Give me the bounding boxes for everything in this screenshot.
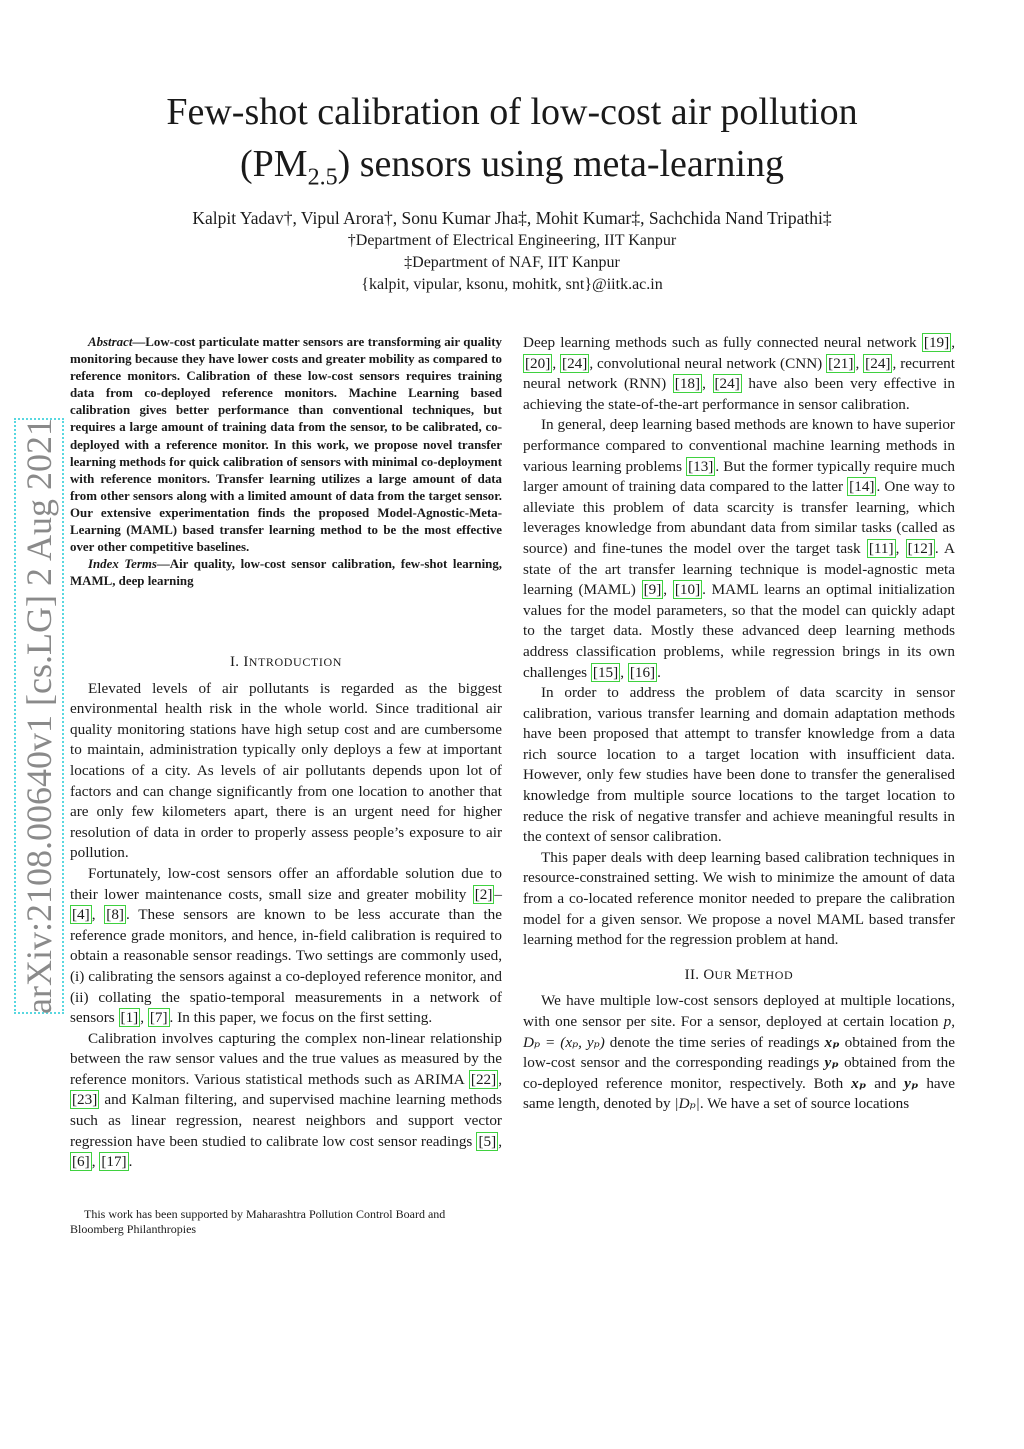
citation-link[interactable]: [1] xyxy=(120,1009,139,1027)
left-column xyxy=(70,640,502,1173)
title-line-2 xyxy=(80,138,944,204)
author-list: Kalpit Yadav†, Vipul Arora†, Sonu Kumar Jha‡, Mohit Kumar‡, Sachchida Nand Tripathi‡ xyxy=(192,208,832,228)
citation-link[interactable]: [19] xyxy=(923,334,950,351)
intro-paragraph-2: Fortunately, low-cost sensors offer an affordable solution due to their lower maintenance costs, small size and greater mobility [2] –[4] , [8] . These sensors are known to be less accurate than the reference grade monitors, and hence, in-field calibration is required to obtain a reasonable sensor readings. Two settings are commonly used, (i) calibrating the sensors against a co-deployed reference monitor, and (ii) collating the spatio-temporal measurements in a network of sensors [1] , [7] . In this paper, we focus on the first setting. xyxy=(70,864,503,1027)
affiliation-naf: ‡Department of NAF, IIT Kanpur xyxy=(404,254,620,271)
index-terms-label: Index Terms xyxy=(88,557,157,572)
paper-title xyxy=(80,86,944,204)
citation-link[interactable]: [9] xyxy=(643,581,662,599)
citation-link[interactable]: [18] xyxy=(674,375,701,393)
title-subscript: 2.5 xyxy=(307,164,338,191)
right-paragraph-1: Deep learning methods such as fully connected neural network [19] , [20] , [24] , convolutional neural network (CNN) [21] , [24] , recurrent neural network (RNN) [18] , [24] have also been very effective in achieving the state-of-the-art performance in sensor calibration. xyxy=(523,334,955,413)
right-paragraph-2: In general, deep learning based methods are known to have superior performance compared to conventional machine learning methods in various learning problems [13] . But the former typically require much larger amount of training data compared to the latter [14] . One way to alleviate this problem of data scarcity is transfer learning, which leverages knowledge from abundant data from similar tasks (called as source) and fine-tunes the model over the target task [11] , [12] . A state of the art transfer learning technique is model-agnostic meta learning (MAML) [9] , [10] . MAML learns an optimal initialization values for the model parameters, so that the model can quickly adapt to the target data. Mostly these advanced deep learning methods address classification problems, while regression brings in its own challenges [15] , [16] . xyxy=(523,416,956,681)
citation-link[interactable]: [20] xyxy=(525,354,551,372)
citation-link[interactable]: [24] xyxy=(865,354,891,372)
citation-link[interactable]: [16] xyxy=(629,663,656,681)
abstract xyxy=(70,334,502,590)
abstract-label: Abstract xyxy=(88,335,133,349)
author-emails: {kalpit, vipular, ksonu, mohitk, snt}@iitk.ac.in xyxy=(361,276,663,293)
index-terms-text: —Air quality, low-cost sensor calibration, few-shot learning, MAML, deep learning xyxy=(70,557,502,589)
method-paragraph-1: We have multiple low-cost sensors deployed at multiple locations, with one sensor per site. For a sensor, deployed at certain location p, Dₚ = (xₚ, yₚ) denote the time series of readings xₚ obtained from the low-cost sensor and the corresponding readings yₚ obtained from the co-deployed reference monitor, respectively. Both xₚ and yₚ have same length, denoted by |Dₚ|. We have a set of source locations xyxy=(523,992,955,1113)
citation-link[interactable]: [7] xyxy=(149,1009,168,1027)
title-pm: (PM xyxy=(240,143,308,185)
citation-link[interactable]: [6] xyxy=(72,1153,90,1171)
title-rest: ) sensors using meta-learning xyxy=(337,143,784,185)
citation-link[interactable]: [2] xyxy=(474,885,493,903)
citation-link[interactable]: [11] xyxy=(868,539,894,557)
title-line-1: Few-shot calibration of low-cost air pollution xyxy=(166,91,858,133)
arxiv-stamp: arXiv:2108.00640v1 [cs.LG] 2 Aug 2021 xyxy=(19,418,59,1014)
abstract-text: —Low-cost particulate matter sensors are transforming air quality monitoring because they have lower costs and greater mobility as compared to reference monitors. Calibration of these low-cost sensors requires training data from co-deployed reference monitors. Machine Learning based calibration gives better performance than conventional techniques, but requires a large amount of training data from the sensor, to be calibrated, co-deployed with a reference monitor. In this work, we propose novel transfer learning methods for quick calibration of sensors with minimal co-deployment with reference monitors. Transfer learning utilizes a large amount of data from other sensors along with a limited amount of data from the target sensor. Our extensive experimentation finds the proposed Model-Agnostic-Meta-Learning (MAML) based transfer learning method to be the most effective over other competitive baselines. xyxy=(70,335,502,555)
citation-link[interactable]: [13] xyxy=(688,457,714,475)
section-heading-method: II. OUR METHOD xyxy=(684,966,794,983)
citation-link[interactable]: [23] xyxy=(72,1091,98,1109)
citation-link[interactable]: [15] xyxy=(592,663,619,681)
citation-link[interactable]: [17] xyxy=(101,1153,127,1171)
citation-link[interactable]: [10] xyxy=(674,581,701,599)
right-paragraph-4: This paper deals with deep learning based calibration techniques in resource-constrained setting. We wish to minimize the amount of data from a co-located reference monitor needed to prepare the calibration model for a given sensor. We propose a novel MAML based transfer learning method for the regression problem at hand. xyxy=(523,848,955,949)
right-paragraph-3: In order to address the problem of data scarcity in sensor calibration, various transfer learning and domain adaptation methods have been proposed that attempt to transfer knowledge from a data rich source location to a target location with insufficient data. However, only few studies have been done to transfer the generalised knowledge from multiple source locations to the target location to reduce the risk of negative transfer and achieve meaningful results in the context of sensor calibration. xyxy=(523,684,955,846)
citation-link[interactable]: [24] xyxy=(714,375,740,393)
right-column xyxy=(523,333,955,1115)
citation-link[interactable]: [12] xyxy=(907,539,933,557)
citation-link[interactable]: [8] xyxy=(106,906,124,924)
affiliation-ee: †Department of Electrical Engineering, IIT Kanpur xyxy=(347,232,677,249)
citation-link[interactable]: [5] xyxy=(478,1132,497,1150)
intro-paragraph-3: Calibration involves capturing the complex non-linear relationship between the raw sensor values and the true values as measured by the reference monitors. Various statistical methods such as ARIMA [22] , [23] and Kalman filtering, and supervised machine learning methods such as linear regression, nearest neighbors and support vector regression have been studied to calibrate low cost sensor readings [5] , [6] , [17] . xyxy=(70,1029,502,1171)
funding-footnote: This work has been supported by Maharashtra Pollution Control Board and Bloomberg Philanthropies xyxy=(70,1207,446,1236)
citation-link[interactable]: [24] xyxy=(562,354,588,372)
citation-link[interactable]: [22] xyxy=(470,1070,497,1088)
intro-paragraph-1: Elevated levels of air pollutants is regarded as the biggest environmental health risk in the whole world. Since traditional air quality monitoring stations have high setup cost and are cumbersome to maintain, administration typically only deploys a few at important locations of a city. As levels of air pollutants depends upon lot of factors and can change significantly from one location to another that are only few kilometers apart, there is an urgent need for higher resolution of data in order to properly assess people’s exposure to air pollution. xyxy=(70,679,502,862)
section-heading-introduction: I. INTRODUCTION xyxy=(230,654,342,670)
citation-link[interactable]: [14] xyxy=(849,478,875,496)
citation-link[interactable]: [4] xyxy=(72,906,90,924)
citation-link[interactable]: [21] xyxy=(828,354,854,372)
